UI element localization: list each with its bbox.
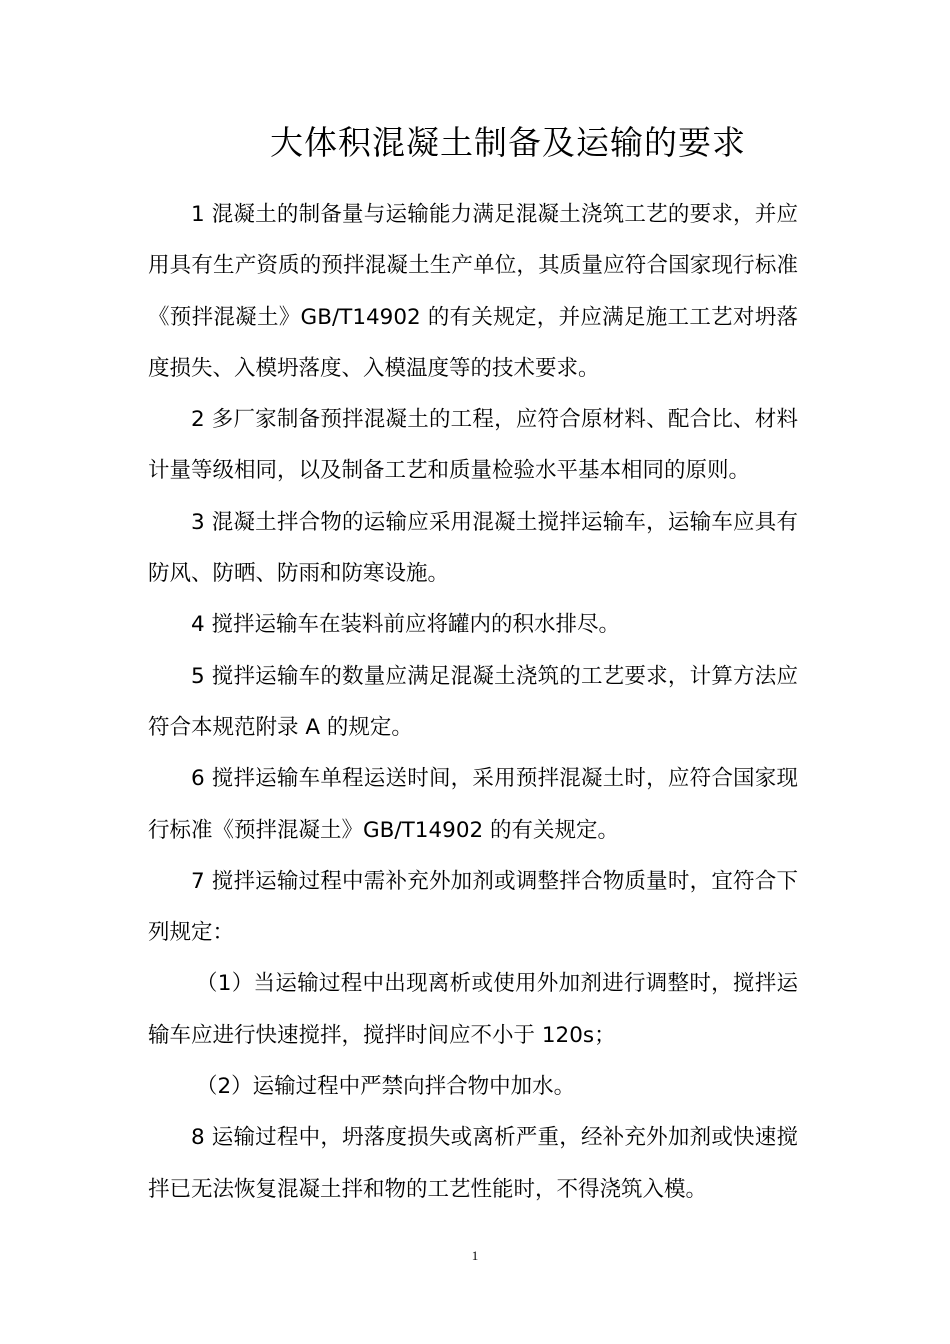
paragraph-4: 4 搅拌运输车在装料前应将罐内的积水排尽。 [191,612,621,638]
paragraph-8: 8 运输过程中，坍落度损失或离析严重，经补充外加剂或快速搅拌已无法恢复混凝土拌和物的工艺性能时，不得浇筑入模。 [148,1125,798,1202]
document-body [148,189,798,1215]
document-title: 大体积混凝土制备及运输的要求 [270,123,746,162]
page-number: 1 [471,1248,479,1263]
paragraph-2: 2 多厂家制备预拌混凝土的工程，应符合原材料、配合比、材料计量等级相同，以及制备工艺和质量检验水平基本相同的原则。 [148,407,798,484]
paragraph-7-item-1: （1）当运输过程中出现离析或使用外加剂进行调整时，搅拌运输车应进行快速搅拌，搅拌时间应不小于 120s； [148,971,798,1048]
paragraph-7-item-2: （2）运输过程中严禁向拌合物中加水。 [196,1074,576,1100]
paragraph-6: 6 搅拌运输车单程运送时间，采用预拌混凝土时，应符合国家现行标准《预拌混凝土》GB/T14902 的有关规定。 [148,766,798,843]
paragraph-5: 5 搅拌运输车的数量应满足混凝土浇筑的工艺要求，计算方法应符合本规范附录 A 的规定。 [148,663,798,740]
paragraph-7: 7 搅拌运输过程中需补充外加剂或调整拌合物质量时，宜符合下列规定： [148,868,798,946]
paragraph-3: 3 混凝土拌合物的运输应采用混凝土搅拌运输车，运输车应具有防风、防晒、防雨和防寒设施。 [148,509,798,587]
paragraph-1: 1 混凝土的制备量与运输能力满足混凝土浇筑工艺的要求，并应用具有生产资质的预拌混凝土生产单位，其质量应符合国家现行标准《预拌混凝土》GB/T14902 的有关规定，并应满足施工工艺对坍落度损失、入模坍落度、入模温度等的技术要求。 [148,202,798,381]
